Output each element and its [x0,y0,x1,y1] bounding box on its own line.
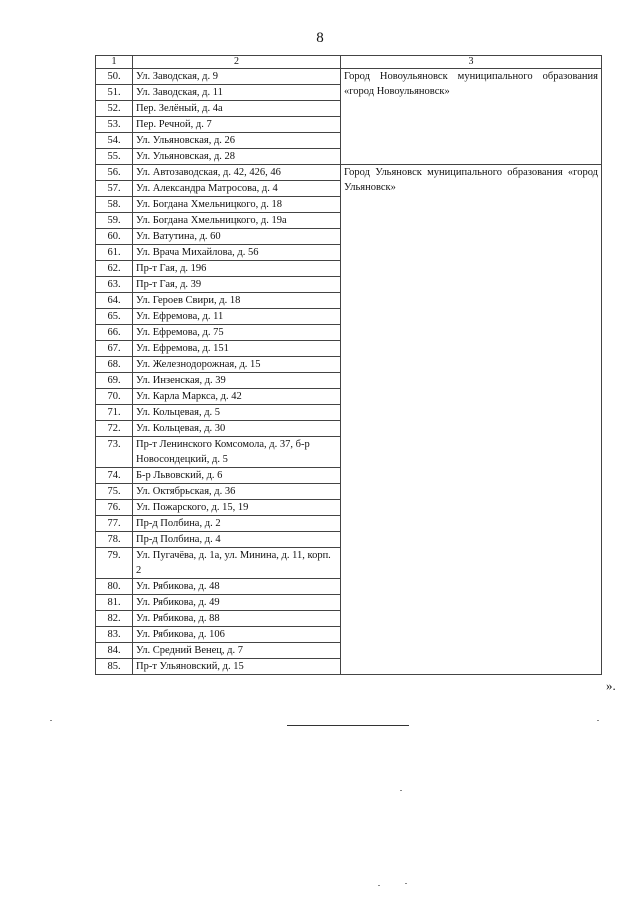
scan-speck [405,883,407,884]
row-address: Ул. Рябикова, д. 49 [133,595,341,611]
row-address: Ул. Инзенская, д. 39 [133,373,341,389]
row-number: 79. [96,548,133,579]
row-address: Ул. Ефремова, д. 151 [133,341,341,357]
row-address: Ул. Александра Матросова, д. 4 [133,181,341,197]
row-number: 70. [96,389,133,405]
header-col-2: 2 [133,56,341,69]
row-number: 57. [96,181,133,197]
row-address: Ул. Богдана Хмельницкого, д. 19а [133,213,341,229]
municipality-cell: Город Новоульяновск муниципального образования «город Новоульяновск» [341,69,602,165]
row-number: 65. [96,309,133,325]
row-number: 72. [96,421,133,437]
row-number: 60. [96,229,133,245]
row-number: 63. [96,277,133,293]
row-address: Пр-т Ульяновский, д. 15 [133,659,341,675]
table-row [96,165,602,181]
row-address: Пер. Зелёный, д. 4а [133,101,341,117]
row-number: 85. [96,659,133,675]
row-number: 74. [96,468,133,484]
row-address: Ул. Заводская, д. 9 [133,69,341,85]
row-address: Ул. Автозаводская, д. 42, 426, 46 [133,165,341,181]
row-number: 61. [96,245,133,261]
row-number: 67. [96,341,133,357]
row-address: Ул. Пугачёва, д. 1а, ул. Минина, д. 11, корп. 2 [133,548,341,579]
row-address: Ул. Заводская, д. 11 [133,85,341,101]
row-address: Ул. Богдана Хмельницкого, д. 18 [133,197,341,213]
row-number: 51. [96,85,133,101]
row-address: Ул. Ефремова, д. 75 [133,325,341,341]
row-number: 50. [96,69,133,85]
row-number: 75. [96,484,133,500]
row-number: 56. [96,165,133,181]
separator-line [287,725,409,726]
closing-quote-mark: ». [606,678,616,693]
row-address: Ул. Рябикова, д. 48 [133,579,341,595]
scan-speck [400,790,402,791]
row-address: Пр-т Гая, д. 196 [133,261,341,277]
row-number: 80. [96,579,133,595]
row-address: Пр-д Полбина, д. 4 [133,532,341,548]
row-number: 71. [96,405,133,421]
row-number: 84. [96,643,133,659]
row-address: Б-р Львовский, д. 6 [133,468,341,484]
row-address: Ул. Железнодорожная, д. 15 [133,357,341,373]
header-col-1: 1 [96,56,133,69]
row-address: Ул. Ватутина, д. 60 [133,229,341,245]
row-address: Ул. Октябрьская, д. 36 [133,484,341,500]
row-address: Пр-т Ленинского Комсомола, д. 37, б-р Новосондецкий, д. 5 [133,437,341,468]
table-body [96,69,602,675]
row-number: 82. [96,611,133,627]
row-address: Ул. Пожарского, д. 15, 19 [133,500,341,516]
row-number: 52. [96,101,133,117]
row-address: Ул. Рябикова, д. 88 [133,611,341,627]
row-number: 81. [96,595,133,611]
row-address: Ул. Ефремова, д. 11 [133,309,341,325]
row-number: 54. [96,133,133,149]
row-number: 78. [96,532,133,548]
row-address: Ул. Ульяновская, д. 28 [133,149,341,165]
row-number: 66. [96,325,133,341]
row-address: Ул. Рябикова, д. 106 [133,627,341,643]
row-number: 76. [96,500,133,516]
row-number: 62. [96,261,133,277]
header-row [96,56,602,69]
row-address: Ул. Врача Михайлова, д. 56 [133,245,341,261]
row-address: Ул. Кольцевая, д. 30 [133,421,341,437]
municipality-cell: Город Ульяновск муниципального образования «город Ульяновск» [341,165,602,675]
row-number: 58. [96,197,133,213]
row-number: 64. [96,293,133,309]
scan-speck [597,720,599,721]
page-number: 8 [316,30,324,46]
row-address: Пр-т Гая, д. 39 [133,277,341,293]
row-number: 68. [96,357,133,373]
row-address: Пер. Речной, д. 7 [133,117,341,133]
scan-speck [50,720,52,721]
row-address: Ул. Героев Свири, д. 18 [133,293,341,309]
row-number: 73. [96,437,133,468]
row-number: 69. [96,373,133,389]
row-address: Пр-д Полбина, д. 2 [133,516,341,532]
row-address: Ул. Кольцевая, д. 5 [133,405,341,421]
row-number: 77. [96,516,133,532]
row-address: Ул. Карла Маркса, д. 42 [133,389,341,405]
scan-speck [378,885,380,886]
row-number: 59. [96,213,133,229]
row-number: 83. [96,627,133,643]
header-col-3: 3 [341,56,602,69]
row-number: 55. [96,149,133,165]
row-address: Ул. Средний Венец, д. 7 [133,643,341,659]
row-address: Ул. Ульяновская, д. 26 [133,133,341,149]
table-row [96,69,602,85]
address-table [95,55,602,675]
row-number: 53. [96,117,133,133]
